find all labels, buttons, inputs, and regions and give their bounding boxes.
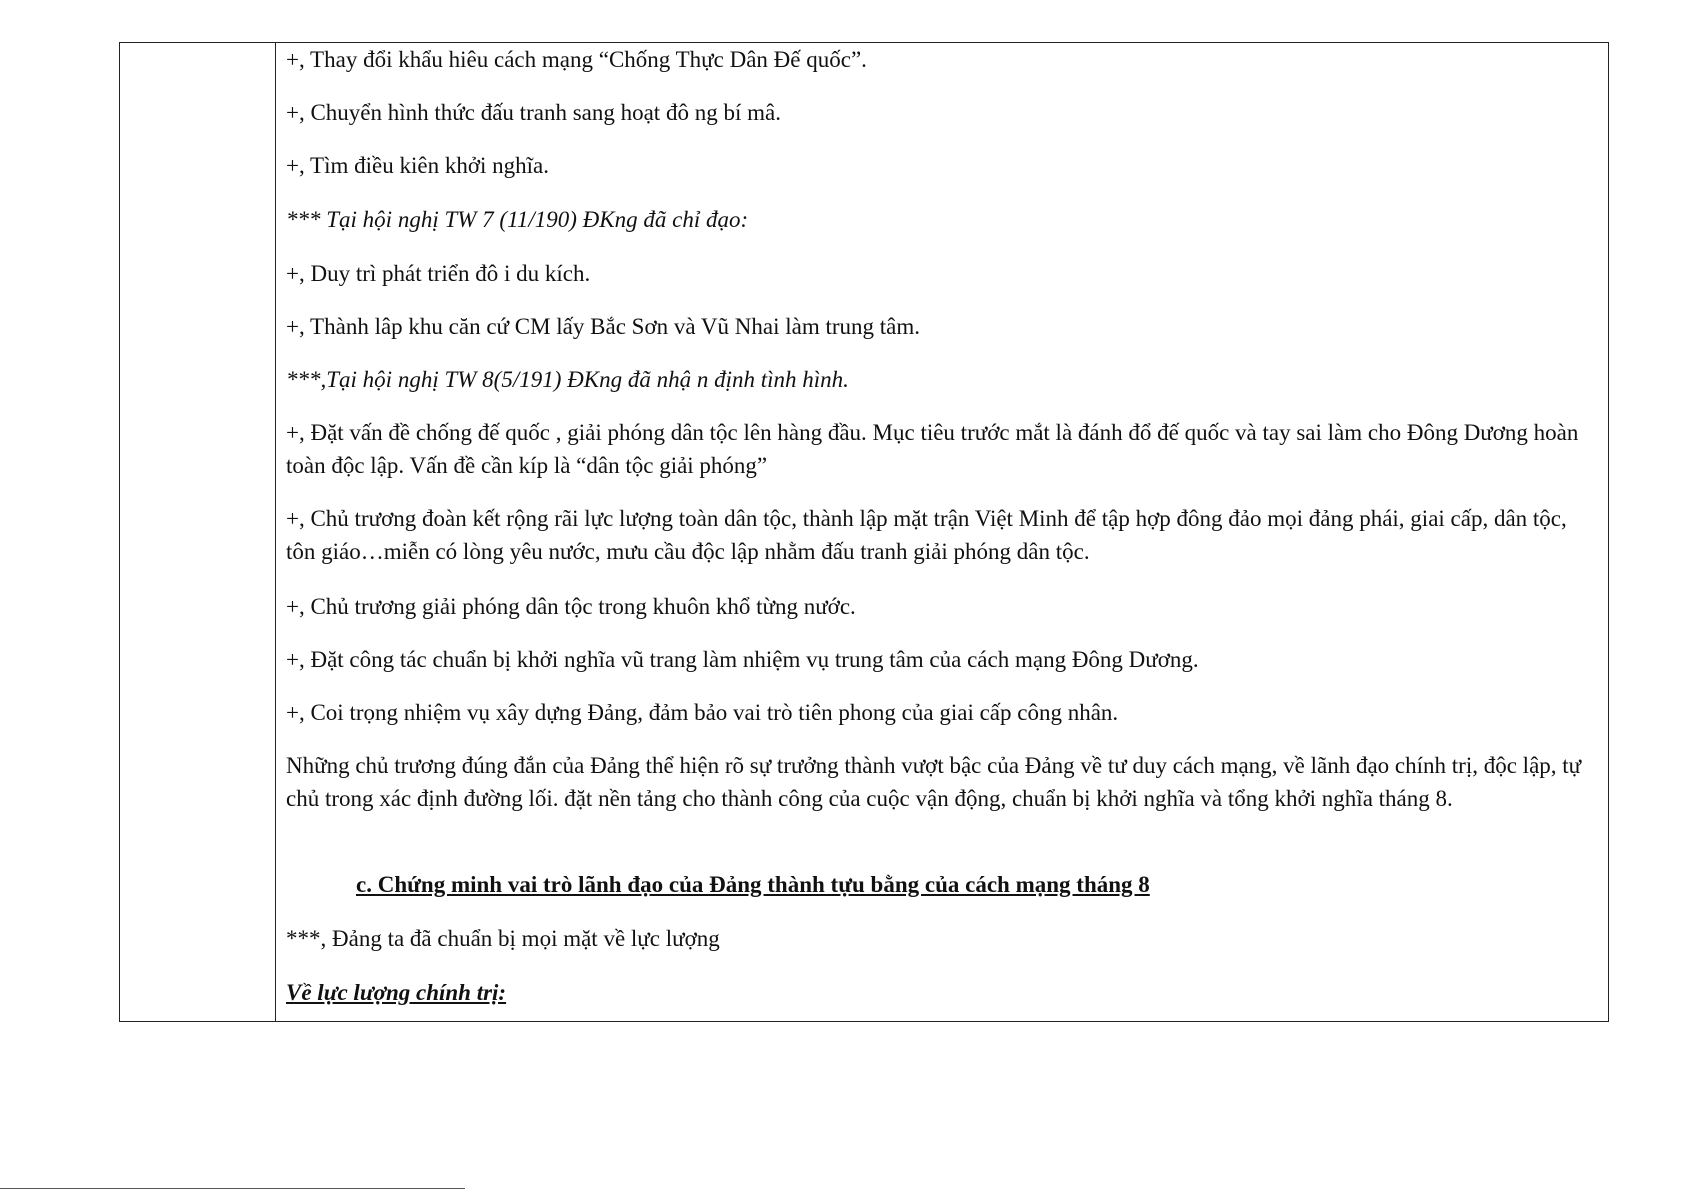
paragraph-tw8-heading: ***,Tại hội nghị TW 8(5/191) ĐKng đã nhậ n định tình hình. xyxy=(286,367,849,392)
section-heading-c: c. Chứng minh vai trò lãnh đạo của Đảng thành tựu bằng của cách mạng tháng 8 xyxy=(356,872,1150,897)
sub-heading-political-forces: Về lực lượng chính trị: xyxy=(286,980,507,1005)
paragraph-national-framework: +, Chủ trương giải phóng dân tộc trong khuôn khổ từng nước. xyxy=(286,594,856,619)
paragraph-armed-uprising: +, Đặt công tác chuẩn bị khởi nghĩa vũ trang làm nhiệm vụ trung tâm của cách mạng Đông Dương. xyxy=(286,647,1199,672)
paragraph-struggle-form: +, Chuyển hình thức đấu tranh sang hoạt đô ng bí mâ. xyxy=(286,100,781,125)
paragraph-uprising-conditions: +, Tìm điều kiên khởi nghĩa. xyxy=(286,153,549,178)
footer-divider xyxy=(0,1188,465,1189)
paragraph-forces-prepared: ***, Đảng ta đã chuẩn bị mọi mặt về lực lượng xyxy=(286,926,720,951)
paragraph-base-area: +, Thành lâp khu căn cứ CM lấy Bắc Sơn và Vũ Nhai làm trung tâm. xyxy=(286,314,920,339)
paragraph-conclusion: Những chủ trương đúng đắn của Đảng thể hiện rõ sự trưởng thành vượt bậc của Đảng về tư duy cách mạng, về lãnh đạo chính trị, độc lập, tự chủ trong xác định đường lối. đặt nền tảng cho thành công của cuộc vận động, chuẩn bị khởi nghĩa và tổng khởi nghĩa tháng 8. xyxy=(286,753,1582,811)
paragraph-party-building: +, Coi trọng nhiệm vụ xây dựng Đảng, đảm bảo vai trò tiên phong của giai cấp công nhân. xyxy=(286,700,1119,725)
content-table xyxy=(119,42,1609,1022)
paragraph-guerrilla: +, Duy trì phát triển đô i du kích. xyxy=(286,261,591,286)
paragraph-tw7-heading: *** Tại hội nghị TW 7 (11/190) ĐKng đã chỉ đạo: xyxy=(286,207,749,232)
paragraph-anti-imperialism: +, Đặt vấn đề chống đế quốc , giải phóng dân tộc lên hàng đầu. Mục tiêu trước mắt là đánh đổ đế quốc và tay sai làm cho Đông Dương hoàn toàn độc lập. Vấn đề cần kíp là “dân tộc giải phóng” xyxy=(286,420,1579,478)
paragraph-viet-minh-front: +, Chủ trương đoàn kết rộng rãi lực lượng toàn dân tộc, thành lập mặt trận Việt Minh để tập hợp đông đảo mọi đảng phái, giai cấp, dân tộc, tôn giáo…miễn có lòng yêu nước, mưu cầu độc lập nhằm đấu tranh giải phóng dân tộc. xyxy=(286,506,1567,564)
table-left-column xyxy=(120,43,276,1021)
paragraph-slogan: +, Thay đổi khẩu hiêu cách mạng “Chống Thực Dân Đế quốc”. xyxy=(286,47,867,72)
